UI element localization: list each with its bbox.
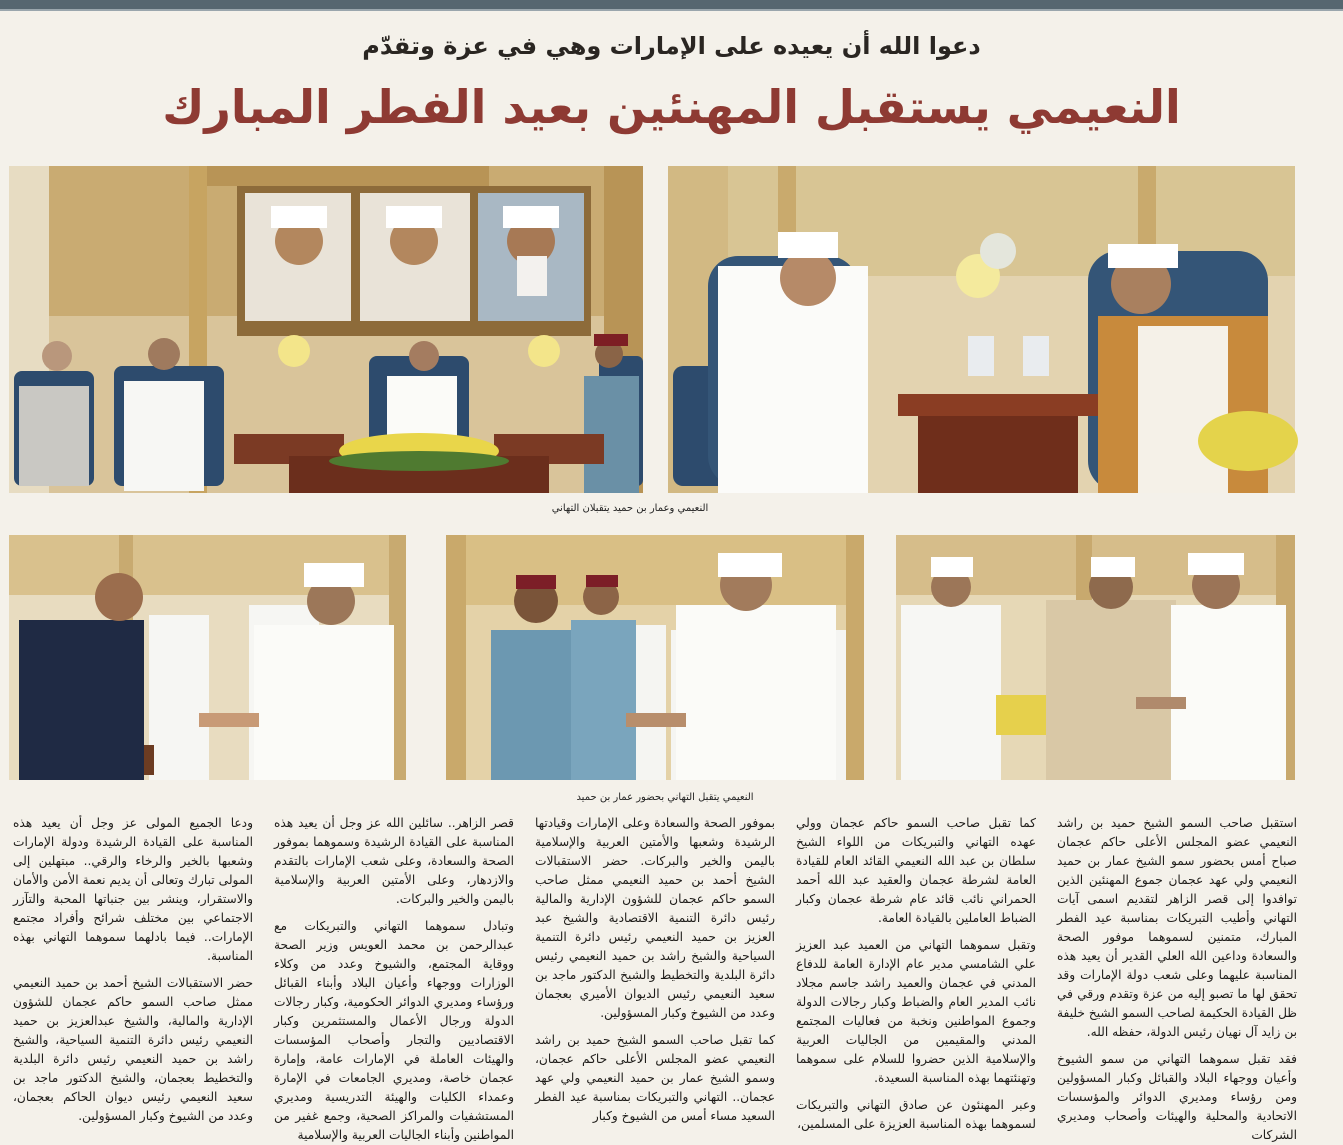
col3-para-2: كما تقبل صاحب السمو الشيخ حميد بن راشد النعيمي عضو المجلس الأعلى حاكم عجمان، وسمو الشيخ عمار بن حميد النعيمي ولي عهد عجمان.. التهاني والتبريكات بمناسبة عيد الفطر السعيد مساء أمس من الشيوخ وكبار (535, 1033, 775, 1123)
col5-para-2: حضر الاستقبالات الشيخ أحمد بن حميد النعيمي ممثل صاحب السمو حاكم عجمان للشؤون الإدارية والمالية، والشيخ عبدالعزيز بن حميد النعيمي رئيس دائرة التنمية السياحية، والشيخ راشد بن حميد النعيمي رئيس دائرة البلدية والتخطيط بعجمان، والشيخ الدكتور ماجد بن سعيد النعيمي رئيس ديوان الحاكم بعجمان، وعدد من الشيوخ وكبار المسؤولين. (13, 976, 253, 1123)
photo-handshake-suit-art (9, 535, 406, 780)
article-column-3 (535, 814, 775, 1123)
article-column-2 (796, 814, 1036, 1131)
photo-handshake-officers (446, 535, 864, 780)
top-color-bar (0, 0, 1343, 9)
col1-para-1: استقبل صاحب السمو الشيخ حميد بن راشد النعيمي عضو المجلس الأعلى حاكم عجمان صباح أمس بحضور سمو الشيخ عمار بن حميد النعيمي ولي عهد عجمان جموع المهنئين الذين توافدوا إلى قصر الزاهر لتقديم اسمى آيات التهاني وأطيب التبريكات بمناسبة عيد الفطر المبارك، متمنين لسموهما موفور الصحة والسعادة وداعين الله العلي القدير أن يعيد هذه المناسبة عليهما وعلى شعب دولة الإمارات وقد تحقق لها ما تصبو إليه من عزة وتقدم ورقي في ظل القيادة الحكيمة لصاحب السمو الشيخ خليفة بن زايد آل نهيان رئيس الدولة، حفظه الله. (1057, 816, 1297, 1039)
col2-para-3: وعبر المهنئون عن صادق التهاني والتبريكات لسموهما بهذه المناسبة العزيزة على المسلمين، (796, 1098, 1036, 1131)
col4-para-2: وتبادل سموهما التهاني والتبريكات مع عبدالرحمن بن محمد العويس وزير الصحة ووقاية المجتمع، والشيوخ وعدد من وكلاء الوزارات ووجهاء وأعيان البلاد وأبناء القبائل ورؤساء ومديري الدوائر الحكومية، وكبار رجالات الدولة ورجال الأعمال والمستثمرين وكبار الاقتصاديين والتجار وأصحاب المؤسسات والهيئات العاملة في الإمارات عامة، وإمارة عجمان خاصة، ومديري الجامعات في الإمارة وعمداء الكليات والهيئة التدريسية ومديري المستشفيات والمراكز الصحية، وجمع غفير من المواطنين وأبناء الجاليات العربية والإسلامية (274, 919, 514, 1142)
col4-para-1: قصر الزاهر.. سائلين الله عز وجل أن يعيد هذه المناسبة على القيادة الرشيدة وسموهما بموفور الصحة والسعادة، وعلى شعب الإمارات بالتقدم والازدهار، وعلى الأمتين العربية والإسلامية باليمن والخير والبركات. (274, 816, 514, 906)
photo-handshake-guests (896, 535, 1295, 780)
col2-para-2: وتقبل سموهما التهاني من العميد عبد العزيز علي الشامسي مدير عام الإدارة العامة للدفاع المدني في عجمان والعميد راشد جاسم مجلاد نائب المدير العام والضباط وكبار رجالات الدولة وجموع المواطنين ونخبة من فعاليات المجتمع المدني والمقيمين من الجاليات العربية والإسلامية الذين حضروا للسلام على سموهما وتهنئتهما بهذه المناسبة السعيدة. (796, 938, 1036, 1085)
middle-photo-caption: النعيمي يتقبل التهاني بحضور عمار بن حميد (576, 792, 754, 803)
top-rule (0, 9, 1343, 11)
col1-para-2: فقد تقبل سموهما التهاني من سمو الشيوخ وأعيان ووجهاء البلاد والقبائل وكبار المسؤولين ومن رؤساء ومديري الدوائر والمؤسسات الاتحادية والمحلية والهيئات وأصحاب ومديري الشركات (1057, 1052, 1297, 1142)
photo-two-sheikhs (668, 166, 1295, 493)
col3-para-1: بموفور الصحة والسعادة وعلى الإمارات وقيادتها الرشيدة وشعبها والأمتين العربية والإسلامية باليمن والخير والبركات. حضر الاستقبالات الشيخ أحمد بن حميد النعيمي ممثل صاحب السمو حاكم عجمان للشؤون الإدارية والمالية رئيس دائرة التنمية الاقتصادية والشيخ عبد العزيز بن حميد النعيمي رئيس دائرة التنمية السياحية والشيخ راشد بن حميد النعيمي رئيس دائرة البلدية والتخطيط والشيخ الدكتور ماجد بن سعيد النعيمي رئيس الديوان الأميري بعجمان وعدد من الشيوخ وكبار المسؤولين. (535, 816, 775, 1020)
photo-handshake-suit (9, 535, 406, 780)
col5-para-1: ودعا الجميع المولى عز وجل أن يعيد هذه المناسبة على القيادة الرشيدة ودولة الإمارات وشعبها بالخير والرخاء والرقي.. مبتهلين إلى المولى تبارك وتعالى أن يديم نعمة الأمن والأمان والاستقرار، وينشر بين جنباتها المحبة والتآزر الاجتماعي بين مختلف شرائح وأفراد مجتمع الإمارات.. فيما بادلهما سموهما التهاني بهذه المناسبة. (13, 816, 253, 963)
photo-two-sheikhs-art (668, 166, 1295, 493)
col2-para-1: كما تقبل صاحب السمو حاكم عجمان وولي عهده التهاني والتبريكات من اللواء الشيخ سلطان بن عبد الله النعيمي القائد العام للقيادة العامة لشرطة عجمان والعقيد عبد الله أحمد الحمراني نائب قائد عام شرطة عجمان وكبار الضباط العاملين بالقيادة العامة. (796, 816, 1036, 925)
photo-handshake-guests-art (896, 535, 1295, 780)
photo-majlis-portraits (9, 166, 643, 493)
photo-majlis-portraits-art (9, 166, 643, 493)
article-kicker: دعوا الله أن يعيده على الإمارات وهي في عزة وتقدّم (362, 32, 981, 60)
article-column-4 (274, 814, 514, 1142)
article-headline: النعيمي يستقبل المهنئين بعيد الفطر المبارك (162, 80, 1181, 134)
photo-handshake-officers-art (446, 535, 864, 780)
article-column-5 (13, 814, 253, 1123)
top-photo-caption: النعيمي وعمار بن حميد يتقبلان التهاني (551, 503, 709, 514)
article-column-1 (1057, 814, 1297, 1142)
